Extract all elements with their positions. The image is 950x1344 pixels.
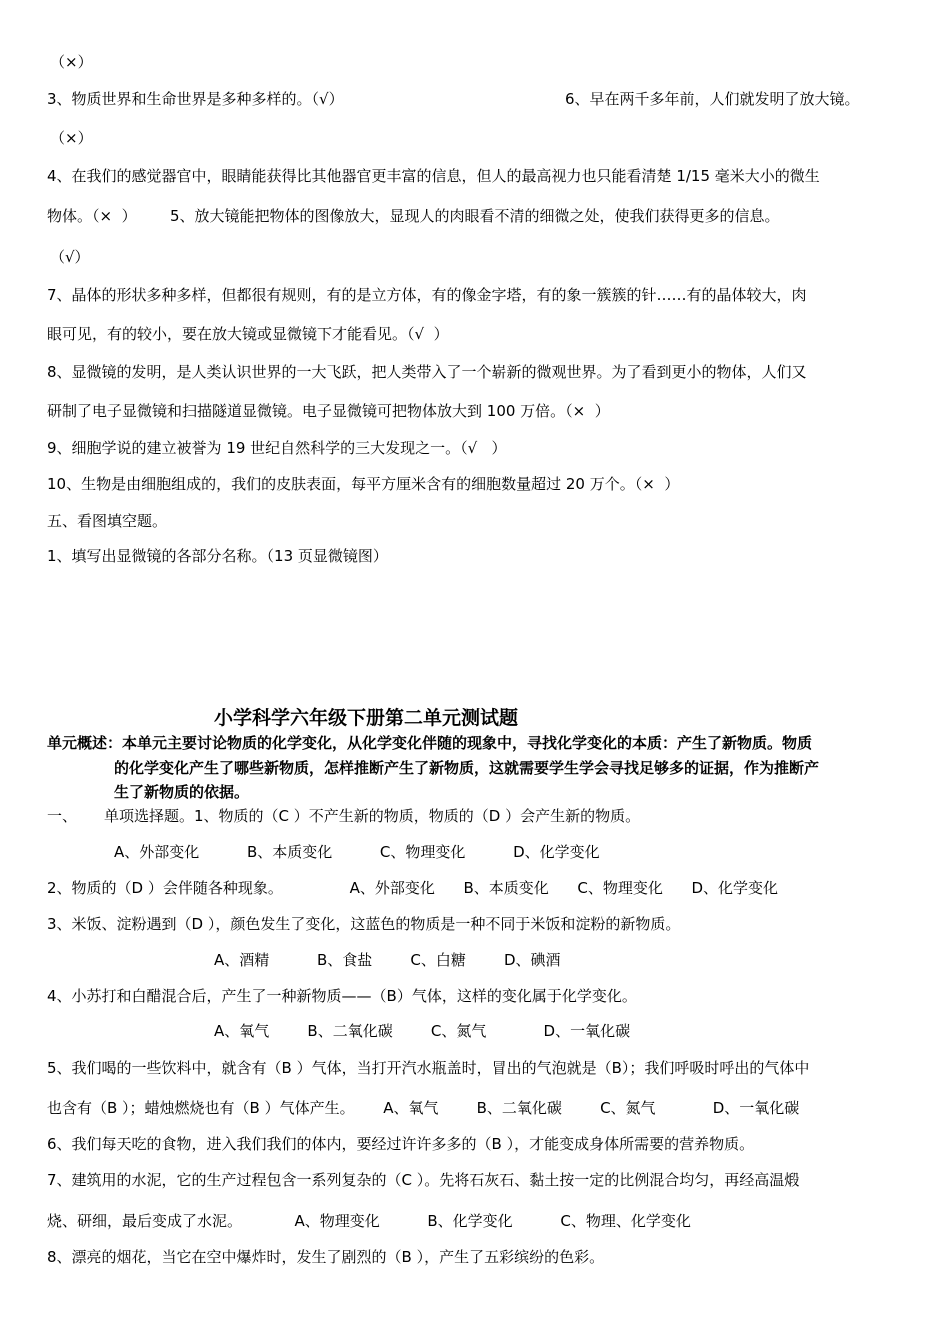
question-1-options: A、外部变化 B、本质变化 C、物理变化 D、化学变化 [114,843,600,861]
unit-overview-cont: 生了新物质的依据。 [114,783,250,801]
question-4: 4、在我们的感觉器官中，眼睛能获得比其他器官更丰富的信息，但人的最高视力也只能看清楚 1/15 毫米大小的微生 [47,167,820,185]
unit-overview-cont: 的化学变化产生了哪些新物质，怎样推断产生了新物质，这就需要学生学会寻找足够多的证据，作为推断产 [114,759,820,777]
fill-question-1: 1、填写出显微镜的各部分名称。（13 页显微镜图） [47,547,388,565]
question-5-cont: 也含有（B ）；蜡烛燃烧也有（B ）气体产生。 A、氧气 B、二氧化碳 C、氮气 D、一氧化碳 [47,1099,800,1117]
question-8: 8、显微镜的发明，是人类认识世界的一大飞跃，把人类带入了一个崭新的微观世界。为了看到更小的物体，人们又 [47,363,807,381]
question-5: 5、我们喝的一些饮料中，就含有（B ）气体，当打开汽水瓶盖时，冒出的气泡就是（B）；我们呼吸时呼出的气体中 [47,1059,810,1077]
answer-line: （×） [50,129,93,147]
question-7: 7、晶体的形状多种多样，但都很有规则，有的是立方体，有的像金字塔，有的象一簇簇的针……有的晶体较大，肉 [47,286,807,304]
question-6: 6、我们每天吃的食物，进入我们我们的体内，要经过许许多多的（B ），才能变成身体所需要的营养物质。 [47,1135,755,1153]
section-number: 一、 [47,807,78,825]
question-4-options: A、氧气 B、二氧化碳 C、氮气 D、一氧化碳 [214,1022,631,1040]
question-7-cont: 烧、研细，最后变成了水泥。 A、物理变化 B、化学变化 C、物理、化学变化 [47,1212,691,1230]
question-7: 7、建筑用的水泥，它的生产过程包含一系列复杂的（C ）。先将石灰石、黏土按一定的比例混合均匀，再经高温煅 [47,1171,800,1189]
question-9: 9、细胞学说的建立被誉为 19 世纪自然科学的三大发现之一。（√ ） [47,439,507,457]
question-1: 单项选择题。1、物质的（C ）不产生新的物质，物质的（D ）会产生新的物质。 [104,807,641,825]
question-6: 6、早在两千多年前，人们就发明了放大镜。 [565,90,860,108]
question-3-options: A、酒精 B、食盐 C、白糖 D、碘酒 [214,951,561,969]
question-8: 8、漂亮的烟花，当它在空中爆炸时，发生了剧烈的（B ），产生了五彩缤纷的色彩。 [47,1248,605,1266]
question-10: 10、生物是由细胞组成的，我们的皮肤表面，每平方厘米含有的细胞数量超过 20 万个。（× ） [47,475,680,493]
answer-line: （×） [50,53,93,71]
section-heading: 五、看图填空题。 [47,512,168,530]
answer-line: （√） [50,248,90,266]
question-3: 3、米饭、淀粉遇到（D ），颜色发生了变化，这蓝色的物质是一种不同于米饭和淀粉的新物质。 [47,915,681,933]
question-7-cont: 眼可见，有的较小，要在放大镜或显微镜下才能看见。（√ ） [47,325,449,343]
question-8-cont: 研制了电子显微镜和扫描隧道显微镜。电子显微镜可把物体放大到 100 万倍。（× ） [47,402,610,420]
question-4-5: 物体。（× ） 5、放大镜能把物体的图像放大，显现人的肉眼看不清的细微之处，使我们获得更多的信息。 [47,207,780,225]
unit-overview: 单元概述：本单元主要讨论物质的化学变化，从化学变化伴随的现象中，寻找化学变化的本质：产生了新物质。物质 [47,734,813,752]
question-3: 3、物质世界和生命世界是多种多样的。（√） [47,90,344,108]
page-title: 小学科学六年级下册第二单元测试题 [214,707,519,729]
question-2: 2、物质的（D ）会伴随各种现象。 A、外部变化 B、本质变化 C、物理变化 D、化学变化 [47,879,779,897]
question-4: 4、小苏打和白醋混合后，产生了一种新物质——（B）气体，这样的变化属于化学变化。 [47,987,637,1005]
